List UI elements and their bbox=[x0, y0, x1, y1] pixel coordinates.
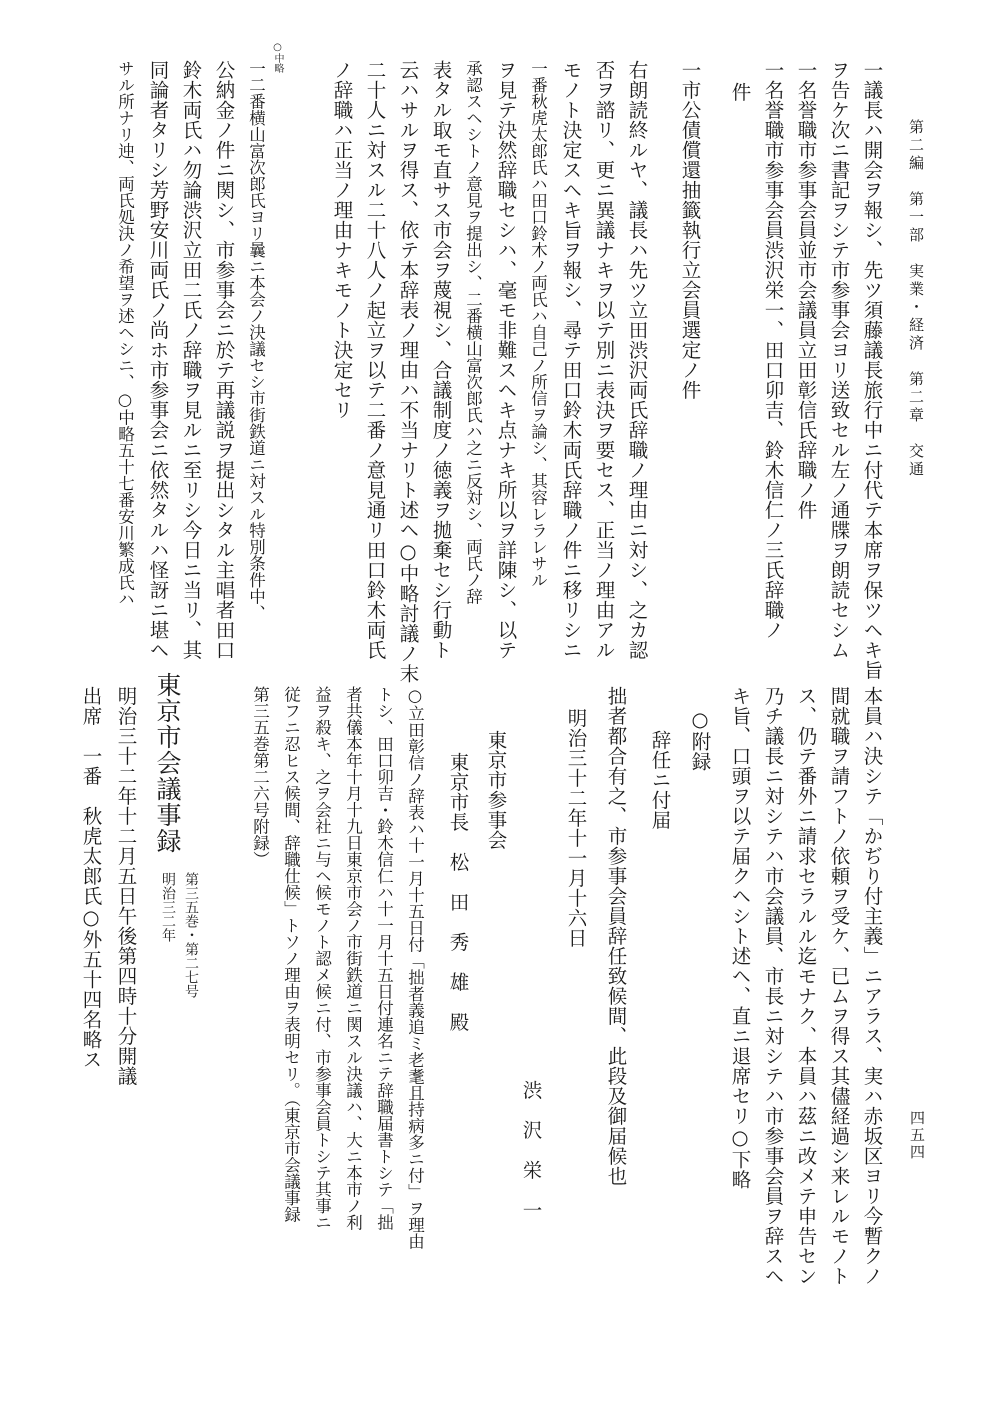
meeting-time: 明治三十二年十二月五日午後第四時十分開議 bbox=[114, 686, 138, 1086]
editor-note: ○立田彰信ノ辞表ハ十一月十五日付「拙者義追ミ老耄且持病多ニ付」ヲ理由 bbox=[405, 686, 425, 1250]
text-column: キ旨、口頭ヲ以テ届クヘシト述ヘ、直ニ退席セリ○下略 bbox=[728, 686, 752, 1190]
editor-note: 従フニ忍ヒス候間、辞職仕候」トソノ理由ヲ表明セリ。（東京市会議事録 bbox=[281, 686, 301, 1223]
text-column: ス、仍テ番外ニ請求セラルル迄モナク、本員ハ茲ニ改メテ申告セン bbox=[794, 686, 818, 1286]
text-column: 一二番横山富次郎氏ヨリ曩ニ本会ノ決議セシ市街鉄道ニ対スル特別条件中、 bbox=[246, 60, 266, 621]
text-column: 一市公債償還抽籤執行立会員選定ノ件 bbox=[678, 60, 702, 400]
text-column: 公納金ノ件ニ関シ、市参事会ニ於テ再議説ヲ提出シタル主唱者田口 bbox=[212, 60, 236, 660]
text-column: 一名誉職市参事会員渋沢栄一、田口卯吉、鈴木信仁ノ三氏辞職ノ bbox=[761, 60, 785, 640]
text-column: 右朗読終ルヤ、議長ハ先ツ立田渋沢両氏辞職ノ理由ニ対シ、之カ認 bbox=[625, 60, 649, 660]
text-column: 間就職ヲ請フトノ依頼ヲ受ケ、已ムヲ得ス其儘経過シ来レルモノト bbox=[827, 686, 851, 1286]
text-column: サル所ナリ迚、両氏処決ノ希望ヲ述ヘシニ、○中略五十七番安川繁成氏ハ bbox=[115, 60, 135, 607]
text-column: 否ヲ諮リ、更ニ異議ナキヲ以テ別ニ表決ヲ要セス、正当ノ理由アル bbox=[592, 60, 616, 660]
text-column: 乃チ議長ニ対シテハ市会議員、市長ニ対シテハ市参事会員ヲ辞スヘ bbox=[761, 686, 785, 1286]
editor-note: 益ヲ殺キ、之ヲ会社ニ与ヘ候モノト認メ候ニ付、市参事会員トシテ其事ニ bbox=[312, 686, 332, 1231]
text-column: ノ辞職ハ正当ノ理由ナキモノト決定セリ bbox=[330, 60, 354, 420]
page-number: 四五四 bbox=[908, 1110, 926, 1161]
date-line: 明治三十二年十一月十六日 bbox=[564, 708, 588, 948]
text-column: モノト決定スヘキ旨ヲ報シ、尋テ田口鈴木両氏辞職ノ件ニ移リシニ bbox=[559, 60, 583, 660]
addressee-line: 東京市参事会 bbox=[484, 730, 508, 850]
notice-title: 辞任ニ付届 bbox=[648, 730, 672, 830]
text-column: 同論者タリシ芳野安川両氏ノ尚ホ市参事会ニ依然タルハ怪訝ニ堪ヘ bbox=[146, 60, 170, 660]
omission-note: ○中略 bbox=[272, 42, 283, 73]
text-column: 件 bbox=[728, 82, 752, 102]
text-column: 一名誉職市参事会員並市会議員立田彰信氏辞職ノ件 bbox=[794, 60, 818, 520]
text-column: 一議長ハ開会ヲ報シ、先ツ須藤議長旅行中ニ付代テ本席ヲ保ツヘキ旨 bbox=[860, 60, 884, 680]
source-volume: 第三五巻・第二七号 bbox=[183, 872, 199, 998]
text-column: 承認スヘシトノ意見ヲ提出シ、二番横山富次郎氏ハ之ニ反対シ、両氏ノ辞 bbox=[463, 60, 483, 605]
addressee-line: 東京市長 松 田 秀 雄 殿 bbox=[446, 752, 470, 1032]
text-column: 鈴木両氏ハ勿論渋沢立田二氏ノ辞職ヲ見ルニ至リシ今日ニ当リ、其 bbox=[179, 60, 203, 660]
text-column: 一番秋虎太郎氏ハ田口鈴木ノ両氏ハ自己ノ所信ヲ論シ、其容レラレサル bbox=[528, 60, 548, 588]
text-column: ヲ告ケ次ニ書記ヲシテ市参事会ヨリ送致セル左ノ通牒ヲ朗読セシム bbox=[827, 60, 851, 660]
appendix-heading: ○附録 bbox=[688, 708, 712, 772]
text-column: 云ハサルヲ得ス、依テ本辞表ノ理由ハ不当ナリト述ヘ○中略討議ノ末 bbox=[396, 60, 420, 684]
text-column: 本員ハ決シテ「かぢり付主義」ニアラス、実ハ赤坂区ヨリ今暫クノ bbox=[860, 686, 884, 1286]
signature-line: 渋 沢 栄 一 bbox=[519, 1080, 543, 1220]
text-column: 表タル取モ直サス市会ヲ蔑視シ、合議制度ノ徳義ヲ拋棄セシ行動ト bbox=[429, 60, 453, 660]
editor-note: 者共儀本年十月十九日東京市会ノ市街鉄道ニ関スル決議ハ、大ニ本市ノ利 bbox=[343, 686, 363, 1231]
text-column: 二十人ニ対スル二十八人ノ起立ヲ以テ二番ノ意見通リ田口鈴木両氏 bbox=[363, 60, 387, 660]
section-title: 東京市会議事録 bbox=[153, 672, 182, 854]
source-year: 明治三二年 bbox=[160, 872, 176, 942]
attendance-line: 出席 一番 秋虎太郎氏○外五十四名略ス bbox=[79, 686, 103, 1070]
editor-note: トシ、田口卯吉・鈴木信仁ハ十一月十五日付連名ニテ辞職届書トシテ「拙 bbox=[374, 686, 394, 1231]
running-head: 第二編 第一部 実業・経済 第二章 交通 bbox=[907, 119, 925, 479]
editor-note: 第三五巻第二六号附録） bbox=[250, 686, 270, 868]
text-column: ヲ見テ決然辞職セシハ、毫モ非難スヘキ点ナキ所以ヲ詳陳シ、以テ bbox=[494, 60, 518, 660]
text-column: 拙者都合有之、市参事会員辞任致候間、此段及御届候也 bbox=[604, 686, 628, 1186]
